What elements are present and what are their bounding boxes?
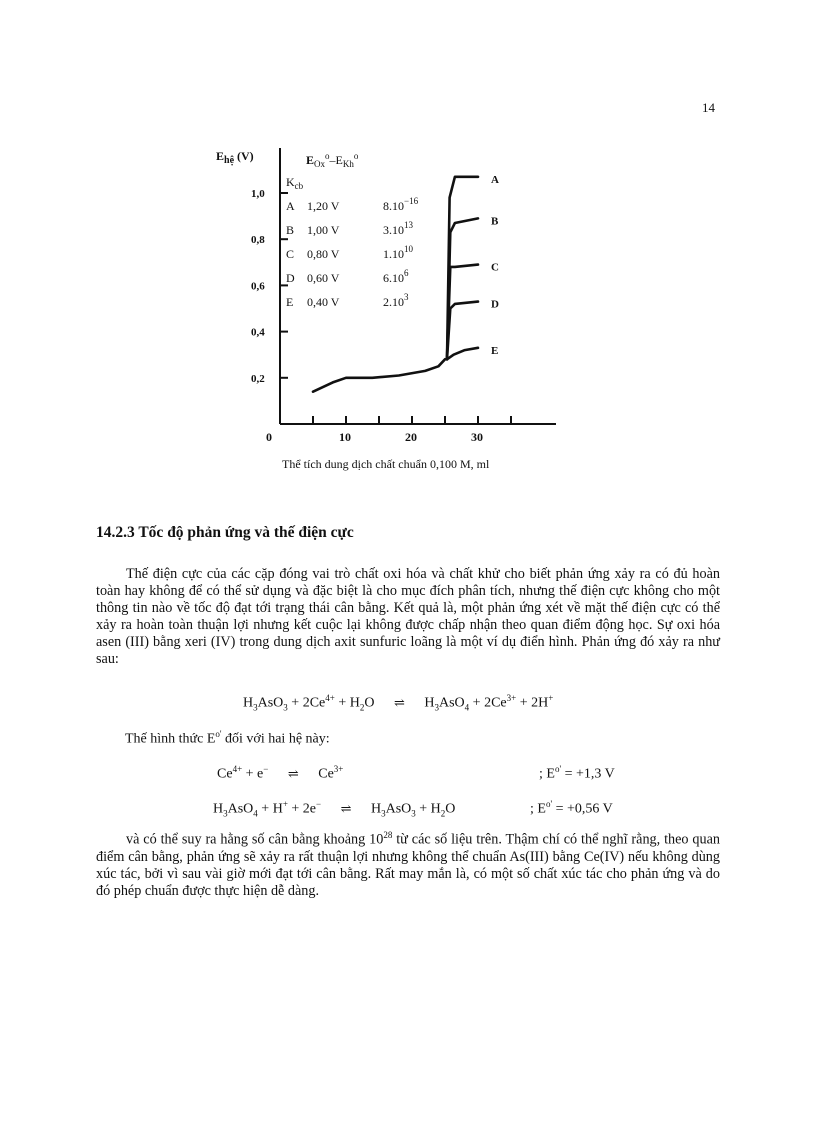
curve-label-c: C xyxy=(491,261,499,274)
legend-row-potential: 1,20 V xyxy=(307,199,340,213)
x-tick-label: 10 xyxy=(339,430,351,444)
equilibrium-arrows-icon: ⇌ xyxy=(393,694,405,710)
y-axis-title: $E_{hệ}$ (V) xyxy=(216,149,254,166)
section-heading: 14.2.3 Tốc độ phản ứng và thế điện cực xyxy=(96,524,354,541)
legend-row-name: E xyxy=(286,295,294,309)
legend-header: $E_{Ox}^o-E_{Kh}^o$ xyxy=(306,151,359,169)
legend-row-name: A xyxy=(286,199,295,213)
legend-row-kcb: 1.10$^{10}$ xyxy=(383,244,413,261)
equilibrium-arrows-icon: ⇌ xyxy=(287,765,299,781)
x-tick-label: 30 xyxy=(471,430,483,444)
paragraph-1: Thế điện cực của các cặp đóng vai trò chất oxi hóa và chất khử cho biết phản ứng xảy ra có đủ hoàn toàn hay không để có thể sử dụng và đặc biệt là cho mục đích phân tích, nhưng thế điện cực không cho một thông tin nào về tốc độ đạt tới trạng thái cân bằng. Kết quả là, một phản ứng xét về mặt thế điện cực có thể xảy ra hoàn toàn thuận lợi nhưng kết cuộc lại không được chấp nhận theo quan điểm động học. Sự oxi hóa asen (III) bằng xeri (IV) trong dung dịch axit sunfuric loãng là một ví dụ điển hình. Phản ứng đó xảy ra như sau: xyxy=(96,566,720,667)
titration-chart xyxy=(0,0,816,500)
curve-b xyxy=(447,218,478,359)
curve-label-a: A xyxy=(491,173,499,186)
legend-row-kcb: 2.10$^3$ xyxy=(383,292,409,309)
legend-kcb-label: $K_{cb}$ xyxy=(286,175,304,191)
curve-c xyxy=(447,265,478,360)
legend-row-name: B xyxy=(286,223,295,237)
curve-label-d: D xyxy=(491,298,499,311)
y-tick-label: 1,0 xyxy=(251,188,265,200)
page-number: 14 xyxy=(702,100,715,115)
x-tick-label: 20 xyxy=(405,430,417,444)
legend-row-kcb: $8.10^{-16}$ xyxy=(383,196,419,213)
half-reaction-arsenic: $H_3AsO_4 + H^+ + 2e^-$ ⇌ $H_3AsO_3 + H_2O$ xyxy=(213,799,456,819)
curve-e xyxy=(447,348,478,360)
legend-row-name: C xyxy=(286,247,295,261)
x-tick-label: 0 xyxy=(266,430,272,444)
half-reaction-cerium: $Ce^{4+} + e^-$ ⇌ $Ce^{3+}$ xyxy=(217,764,344,782)
equation-main: $H_3AsO_3 + 2Ce^{4+} + H_2O$ ⇌ $H_3AsO_4 + 2Ce^{3+} + 2H^+$ xyxy=(243,693,554,713)
y-tick-label: 0,6 xyxy=(251,280,265,293)
y-tick-label: 0,8 xyxy=(251,234,265,247)
legend-row-potential: 1,00 V xyxy=(307,223,340,237)
legend-row-kcb: 6.10$^6$ xyxy=(383,268,409,285)
shared-titration-curve xyxy=(313,359,445,391)
paragraph-3: và có thể suy ra hằng số cân bằng khoảng $10^{28}$ từ các số liệu trên. Thậm chí có thể nghĩ rằng, theo quan điểm cân bằng, phản ứng sẽ xảy ra rất thuận lợi nhưng không thể chuẩn As(III) bằng Ce(IV) nếu không dùng xúc tác, bởi vì sau vài giờ mới đạt tới cân bằng. Rất may mắn là, có một số chất xúc tác cho phản ứng và do đó phép chuẩn được thực hiện dễ dàng. xyxy=(96,830,720,899)
legend-row-potential: 0,40 V xyxy=(307,295,340,309)
y-tick-label: 0,4 xyxy=(251,326,265,339)
formal-potential-cerium: ; $E^{o'} = +1,3$ V xyxy=(539,764,615,782)
curve-label-b: B xyxy=(491,215,499,228)
y-tick-label: 0,2 xyxy=(251,372,265,385)
legend-row-name: D xyxy=(286,271,295,285)
x-axis-title: Thể tích dung dịch chất chuẩn 0,100 M, ml xyxy=(282,457,490,471)
legend-row-potential: 0,80 V xyxy=(307,247,340,261)
curve-label-e: E xyxy=(491,344,499,357)
formal-potential-intro: Thế hình thức $E^{o'}$ đối với hai hệ này: xyxy=(125,729,330,747)
legend-row-potential: 0,60 V xyxy=(307,271,340,285)
equilibrium-arrows-icon: ⇌ xyxy=(340,800,352,816)
legend-row-kcb: 3.10$^{13}$ xyxy=(383,220,413,237)
formal-potential-arsenic: ; $E^{o'} = +0,56$ V xyxy=(530,799,613,817)
